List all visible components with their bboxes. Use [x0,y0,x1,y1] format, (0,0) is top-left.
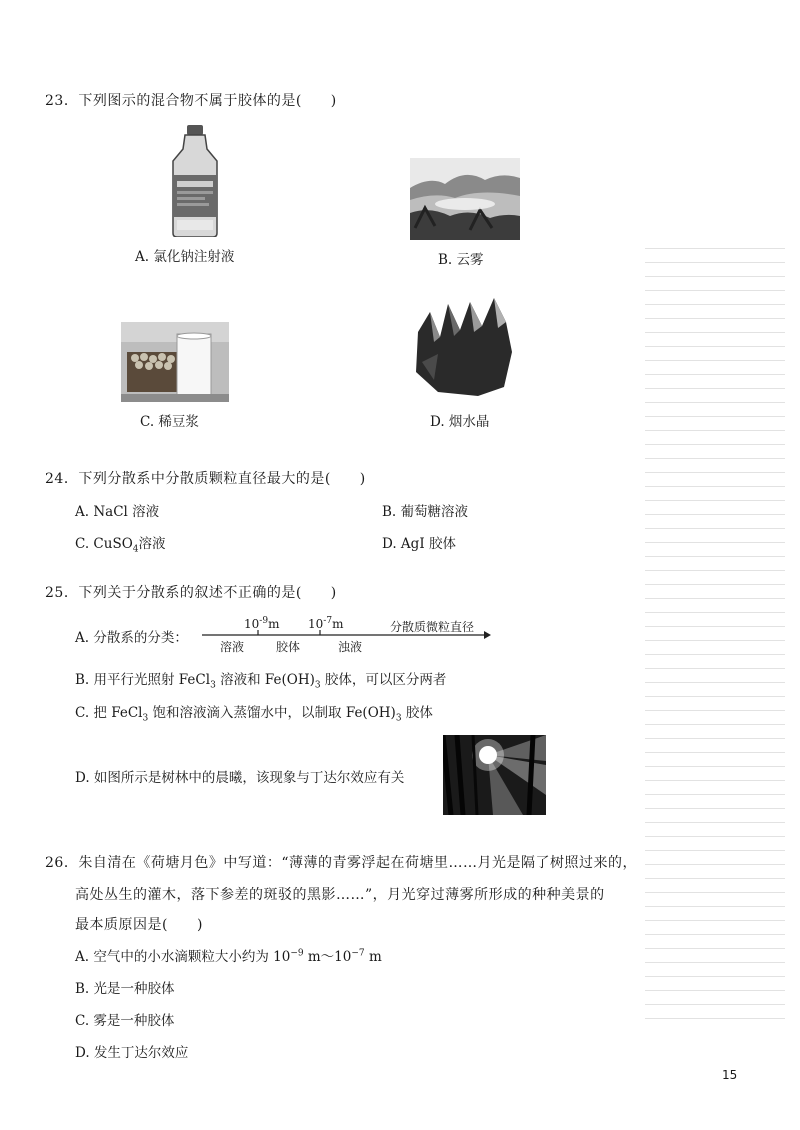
q23-option-c: C. 稀豆浆 [140,414,199,430]
q23-option-a: A. 氯化钠注射液 [135,249,235,265]
q23-stem: 23．下列图示的混合物不属于胶体的是( ) [45,93,337,109]
page-number: 15 [722,1068,738,1082]
q25-option-c: C. 把 FeCl$_3$ 饱和溶液滴入蒸馏水中，以制取 $Fe(OH)_3$ 胶体 [75,705,433,724]
q26-option-a: A. 空气中的小水滴颗粒大小约为 $10^{-9}$ $m\sim 10^{-7}$ m [75,948,382,965]
q26-stem-line-3: 最本质原因是( ) [75,917,203,933]
q24-option-d: D. AgI 胶体 [382,536,456,552]
axis-region-turbid: 浊液 [338,640,363,654]
forest-dawn-image [443,735,546,815]
axis-end-label: 分散质微粒直径 [390,620,475,634]
q26-stem-line-1: 26．朱自清在《荷塘月色》中写道：“薄薄的青雾浮起在荷塘里……月光是隔了树照过来的， [45,855,637,871]
axis-tick-1e-7: $10^{-7}m$ [308,616,344,631]
q25-stem: 25．下列关于分散系的叙述不正确的是( ) [45,585,337,601]
q24-option-a: A. NaCl 溶液 [75,504,160,520]
dispersion-axis-diagram [200,616,492,656]
q26-stem-line-2: 高处丛生的灌木，落下参差的斑驳的黑影……”，月光穿过薄雾所形成的种种美景的 [75,887,605,903]
q25-option-a-label: A. 分散系的分类： [75,630,188,646]
q26-option-d: D. 发生丁达尔效应 [75,1045,189,1061]
q24-option-b: B. 葡萄糖溶液 [382,504,469,520]
q23-option-d: D. 烟水晶 [430,414,490,430]
saline-bottle-image [165,125,225,237]
q26-option-b: B. 光是一种胶体 [75,981,175,997]
q26-option-c: C. 雾是一种胶体 [75,1013,175,1029]
q25-option-b: B. 用平行光照射 FeCl$_3$ 溶液和 $Fe(OH)_3$ 胶体，可以区分两者 [75,672,447,691]
q24-stem: 24．下列分散系中分散质颗粒直径最大的是( ) [45,471,366,487]
margin-ruled-lines [645,235,785,1025]
soy-milk-image [121,322,229,402]
fog-landscape-image [410,158,520,240]
q25-option-d: D. 如图所示是树林中的晨曦，该现象与丁达尔效应有关 [75,770,405,786]
smoky-quartz-image [408,292,520,400]
q23-option-b: B. 云雾 [438,252,484,268]
axis-region-colloid: 胶体 [276,640,301,654]
axis-tick-1e-9: $10^{-9}m$ [244,616,280,631]
q24-option-c: C. CuSO$_4$溶液 [75,536,166,555]
axis-region-solution: 溶液 [220,640,245,654]
